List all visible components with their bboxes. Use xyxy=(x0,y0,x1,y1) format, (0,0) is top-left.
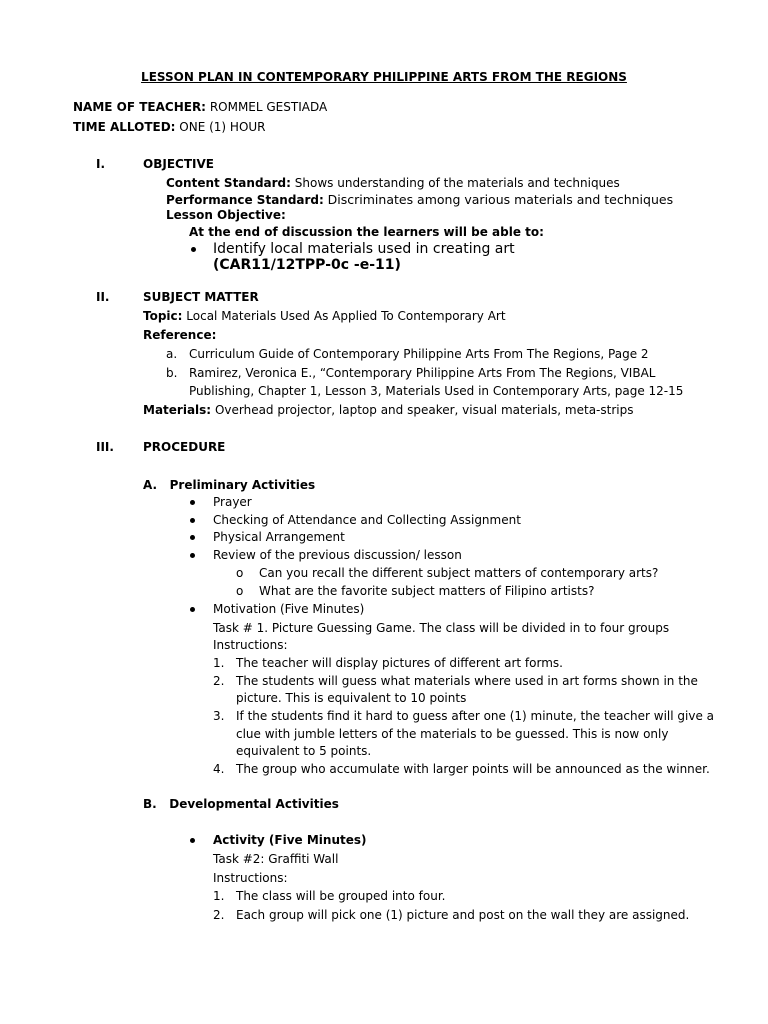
reference-b-line1: Ramirez, Veronica E., “Contemporary Philippine Arts From The Regions, VIBAL xyxy=(189,366,656,380)
section-number: III. xyxy=(96,440,114,454)
end-of-discussion: At the end of discussion the learners will be able to: xyxy=(189,225,544,239)
topic-value: Local Materials Used As Applied To Contemporary Art xyxy=(186,309,506,323)
objective-bullet-text: Identify local materials used in creating art xyxy=(213,241,515,257)
reference-b-line2: Publishing, Chapter 1, Lesson 3, Materials Used in Contemporary Arts, page 12-15 xyxy=(189,384,684,398)
prelim-item: Checking of Attendance and Collecting Assignment xyxy=(213,513,521,527)
materials-label: Materials: xyxy=(143,403,212,417)
performance-standard xyxy=(166,192,673,208)
step-number: 3. xyxy=(213,709,225,723)
materials-value: Overhead projector, laptop and speaker, visual materials, meta-strips xyxy=(214,403,634,417)
section-number: II. xyxy=(96,290,110,304)
content-standard xyxy=(166,176,620,191)
bullet-icon xyxy=(190,838,195,843)
content-standard-label: Content Standard: xyxy=(166,176,291,190)
competency-code: (CAR11/12TPP-0c -e-11) xyxy=(213,257,401,273)
bullet-icon xyxy=(190,518,195,523)
bullet-icon xyxy=(190,607,195,612)
materials-line xyxy=(143,403,633,418)
review-question: What are the favorite subject matters of Filipino artists? xyxy=(259,584,595,598)
section-heading-objective: OBJECTIVE xyxy=(143,157,214,171)
step-text: The class will be grouped into four. xyxy=(236,889,446,903)
time-line xyxy=(73,120,266,135)
step-text: picture. This is equivalent to 10 points xyxy=(236,691,467,705)
prelim-item: Review of the previous discussion/ lesson xyxy=(213,548,462,562)
reference-label: Reference: xyxy=(143,328,217,342)
step-number: 4. xyxy=(213,762,225,776)
performance-standard-value: Discriminates among various materials and techniques xyxy=(327,192,674,207)
step-text: The students will guess what materials where used in art forms shown in the xyxy=(236,674,698,688)
reference-letter: b. xyxy=(166,366,178,380)
step-number: 2. xyxy=(213,674,225,688)
teacher-line xyxy=(73,100,327,115)
step-text: clue with jumble letters of the materials to be guessed. This is now only xyxy=(236,727,669,741)
motivation-item: Motivation (Five Minutes) xyxy=(213,602,365,616)
task-1-description: Task # 1. Picture Guessing Game. The class will be divided in to four groups xyxy=(213,621,670,635)
prelim-item: Physical Arrangement xyxy=(213,530,345,544)
section-heading-subject-matter: SUBJECT MATTER xyxy=(143,290,259,304)
teacher-label: NAME OF TEACHER: xyxy=(73,100,206,114)
step-number: 1. xyxy=(213,656,225,670)
activity-item: Activity (Five Minutes) xyxy=(213,833,367,847)
step-text: The teacher will display pictures of different art forms. xyxy=(236,656,563,670)
lesson-objective-label: Lesson Objective: xyxy=(166,208,286,222)
instructions-label: Instructions: xyxy=(213,638,288,652)
section-heading-procedure: PROCEDURE xyxy=(143,440,226,454)
topic-label: Topic: xyxy=(143,309,183,323)
lesson-plan-title: LESSON PLAN IN CONTEMPORARY PHILIPPINE ARTS FROM THE REGIONS xyxy=(141,70,627,84)
preliminary-activities-heading: A. Preliminary Activities xyxy=(143,478,316,492)
section-number: I. xyxy=(96,157,106,171)
performance-standard-label: Performance Standard: xyxy=(166,193,324,207)
step-text: If the students find it hard to guess after one (1) minute, the teacher will give a xyxy=(236,709,715,723)
instructions-label: Instructions: xyxy=(213,871,288,885)
circle-bullet-icon: o xyxy=(236,584,244,598)
teacher-value: ROMMEL GESTIADA xyxy=(209,100,328,114)
reference-a: Curriculum Guide of Contemporary Philippine Arts From The Regions, Page 2 xyxy=(189,347,649,361)
review-question: Can you recall the different subject matters of contemporary arts? xyxy=(259,566,659,580)
bullet-icon xyxy=(190,535,195,540)
developmental-activities-heading: B. Developmental Activities xyxy=(143,797,339,811)
step-number: 1. xyxy=(213,889,225,903)
bullet-icon xyxy=(190,500,195,505)
prelim-item: Prayer xyxy=(213,495,252,509)
time-value: ONE (1) HOUR xyxy=(179,120,266,134)
step-number: 2. xyxy=(213,908,225,922)
time-label: TIME ALLOTED: xyxy=(73,120,176,134)
step-text: The group who accumulate with larger points will be announced as the winner. xyxy=(236,762,710,776)
topic-line xyxy=(143,309,506,324)
reference-letter: a. xyxy=(166,347,178,361)
content-standard-value: Shows understanding of the materials and techniques xyxy=(294,176,620,190)
circle-bullet-icon: o xyxy=(236,566,244,580)
step-text: Each group will pick one (1) picture and post on the wall they are assigned. xyxy=(236,908,690,922)
task-2-description: Task #2: Graffiti Wall xyxy=(213,852,339,866)
bullet-icon xyxy=(190,553,195,558)
bullet-icon xyxy=(191,247,196,252)
step-text: equivalent to 5 points. xyxy=(236,744,372,758)
